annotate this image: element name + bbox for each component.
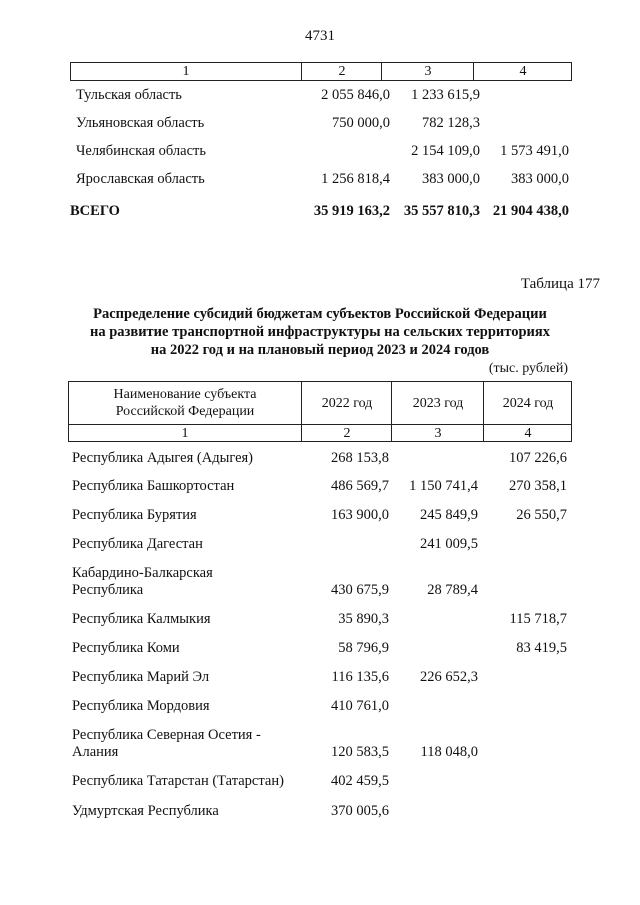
table-row-name: Республика Мордовия bbox=[72, 698, 210, 714]
value-2023: 226 652,3 bbox=[420, 669, 478, 685]
value-2022: 58 796,9 bbox=[338, 640, 389, 656]
value-3: 383 000,0 bbox=[422, 171, 480, 187]
title-line-2: на развитие транспортной инфраструктуры на сельских территориях bbox=[90, 324, 550, 340]
total-value-3: 35 557 810,3 bbox=[403, 203, 480, 219]
table-row-name-continued: Алания bbox=[72, 744, 119, 760]
table-row-name: Кабардино-Балкарская bbox=[72, 565, 213, 581]
value-2024: 107 226,6 bbox=[509, 450, 567, 466]
col-number-2: 2 bbox=[301, 425, 392, 441]
value-2024: 270 358,1 bbox=[509, 478, 567, 494]
col-number-3: 3 bbox=[381, 63, 474, 80]
col-number-4: 4 bbox=[473, 63, 572, 80]
table-row-name: Республика Башкортостан bbox=[72, 478, 235, 494]
value-2023: 118 048,0 bbox=[420, 744, 478, 760]
table-row-name: Удмуртская Республика bbox=[72, 803, 219, 819]
value-4: 383 000,0 bbox=[511, 171, 569, 187]
header-subject-name bbox=[69, 382, 301, 424]
value-2023: 28 789,4 bbox=[427, 582, 478, 598]
table-row-name: Республика Татарстан (Татарстан) bbox=[72, 773, 284, 789]
value-2022: 120 583,5 bbox=[331, 744, 389, 760]
table-row-name: Челябинская область bbox=[76, 143, 206, 159]
title-line-3: на 2022 год и на плановый период 2023 и 2024 годов bbox=[150, 342, 490, 358]
value-2023: 1 150 741,4 bbox=[409, 478, 478, 494]
table-title bbox=[60, 305, 580, 359]
table-row-name: Республика Калмыкия bbox=[72, 611, 211, 627]
value-2022: 486 569,7 bbox=[331, 478, 389, 494]
value-2023: 241 009,5 bbox=[420, 536, 478, 552]
value-2022: 35 890,3 bbox=[338, 611, 389, 627]
table-row-name: Республика Марий Эл bbox=[72, 669, 210, 685]
value-2023: 245 849,9 bbox=[420, 507, 478, 523]
value-3: 1 233 615,9 bbox=[411, 87, 480, 103]
table-row-name: Республика Дагестан bbox=[72, 536, 203, 552]
value-2022: 410 761,0 bbox=[331, 698, 389, 714]
table-row-name: Тульская область bbox=[76, 87, 182, 103]
value-2: 1 256 818,4 bbox=[321, 171, 390, 187]
value-4: 1 573 491,0 bbox=[500, 143, 569, 159]
value-2024: 83 419,5 bbox=[516, 640, 567, 656]
total-label: ВСЕГО bbox=[70, 203, 120, 219]
value-2024: 26 550,7 bbox=[516, 507, 567, 523]
col-number-3: 3 bbox=[391, 425, 484, 441]
value-2024: 115 718,7 bbox=[509, 611, 567, 627]
value-2: 750 000,0 bbox=[332, 115, 390, 131]
top-table-column-numbers bbox=[70, 62, 572, 81]
value-2022: 402 459,5 bbox=[331, 773, 389, 789]
total-value-4: 21 904 438,0 bbox=[492, 203, 569, 219]
table-row-name: Республика Коми bbox=[72, 640, 180, 656]
table-row-name-continued: Республика bbox=[72, 582, 144, 598]
table-row-name: Ульяновская область bbox=[76, 115, 205, 131]
value-2022: 430 675,9 bbox=[331, 582, 389, 598]
value-3: 782 128,3 bbox=[422, 115, 480, 131]
main-table-header bbox=[68, 381, 572, 425]
col-number-1: 1 bbox=[182, 64, 190, 79]
header-subject-line-1: Наименование субъекта bbox=[113, 387, 257, 402]
table-number: Таблица 177 bbox=[520, 276, 600, 292]
units-label: (тыс. рублей) bbox=[488, 361, 568, 376]
value-2022: 116 135,6 bbox=[331, 669, 389, 685]
main-table-column-numbers bbox=[68, 424, 572, 442]
value-2022: 268 153,8 bbox=[331, 450, 389, 466]
table-row-name: Республика Бурятия bbox=[72, 507, 197, 523]
header-2022: 2022 год bbox=[301, 382, 392, 424]
header-subject-line-2: Российской Федерации bbox=[115, 404, 255, 419]
value-3: 2 154 109,0 bbox=[411, 143, 480, 159]
col-number-4: 4 bbox=[483, 425, 572, 441]
col-number-2: 2 bbox=[301, 63, 382, 80]
table-row-name: Ярославская область bbox=[76, 171, 205, 187]
table-row-name: Республика Адыгея (Адыгея) bbox=[72, 450, 254, 466]
page-number: 4731 bbox=[305, 28, 335, 44]
table-row-name: Республика Северная Осетия - bbox=[72, 727, 261, 743]
title-line-1: Распределение субсидий бюджетам субъектов Российской Федерации bbox=[93, 306, 547, 322]
value-2: 2 055 846,0 bbox=[321, 87, 390, 103]
header-2024: 2024 год bbox=[483, 382, 572, 424]
value-2022: 370 005,6 bbox=[331, 803, 389, 819]
header-2023: 2023 год bbox=[391, 382, 484, 424]
total-value-2: 35 919 163,2 bbox=[313, 203, 390, 219]
value-2022: 163 900,0 bbox=[331, 507, 389, 523]
col-number-1: 1 bbox=[181, 425, 189, 441]
